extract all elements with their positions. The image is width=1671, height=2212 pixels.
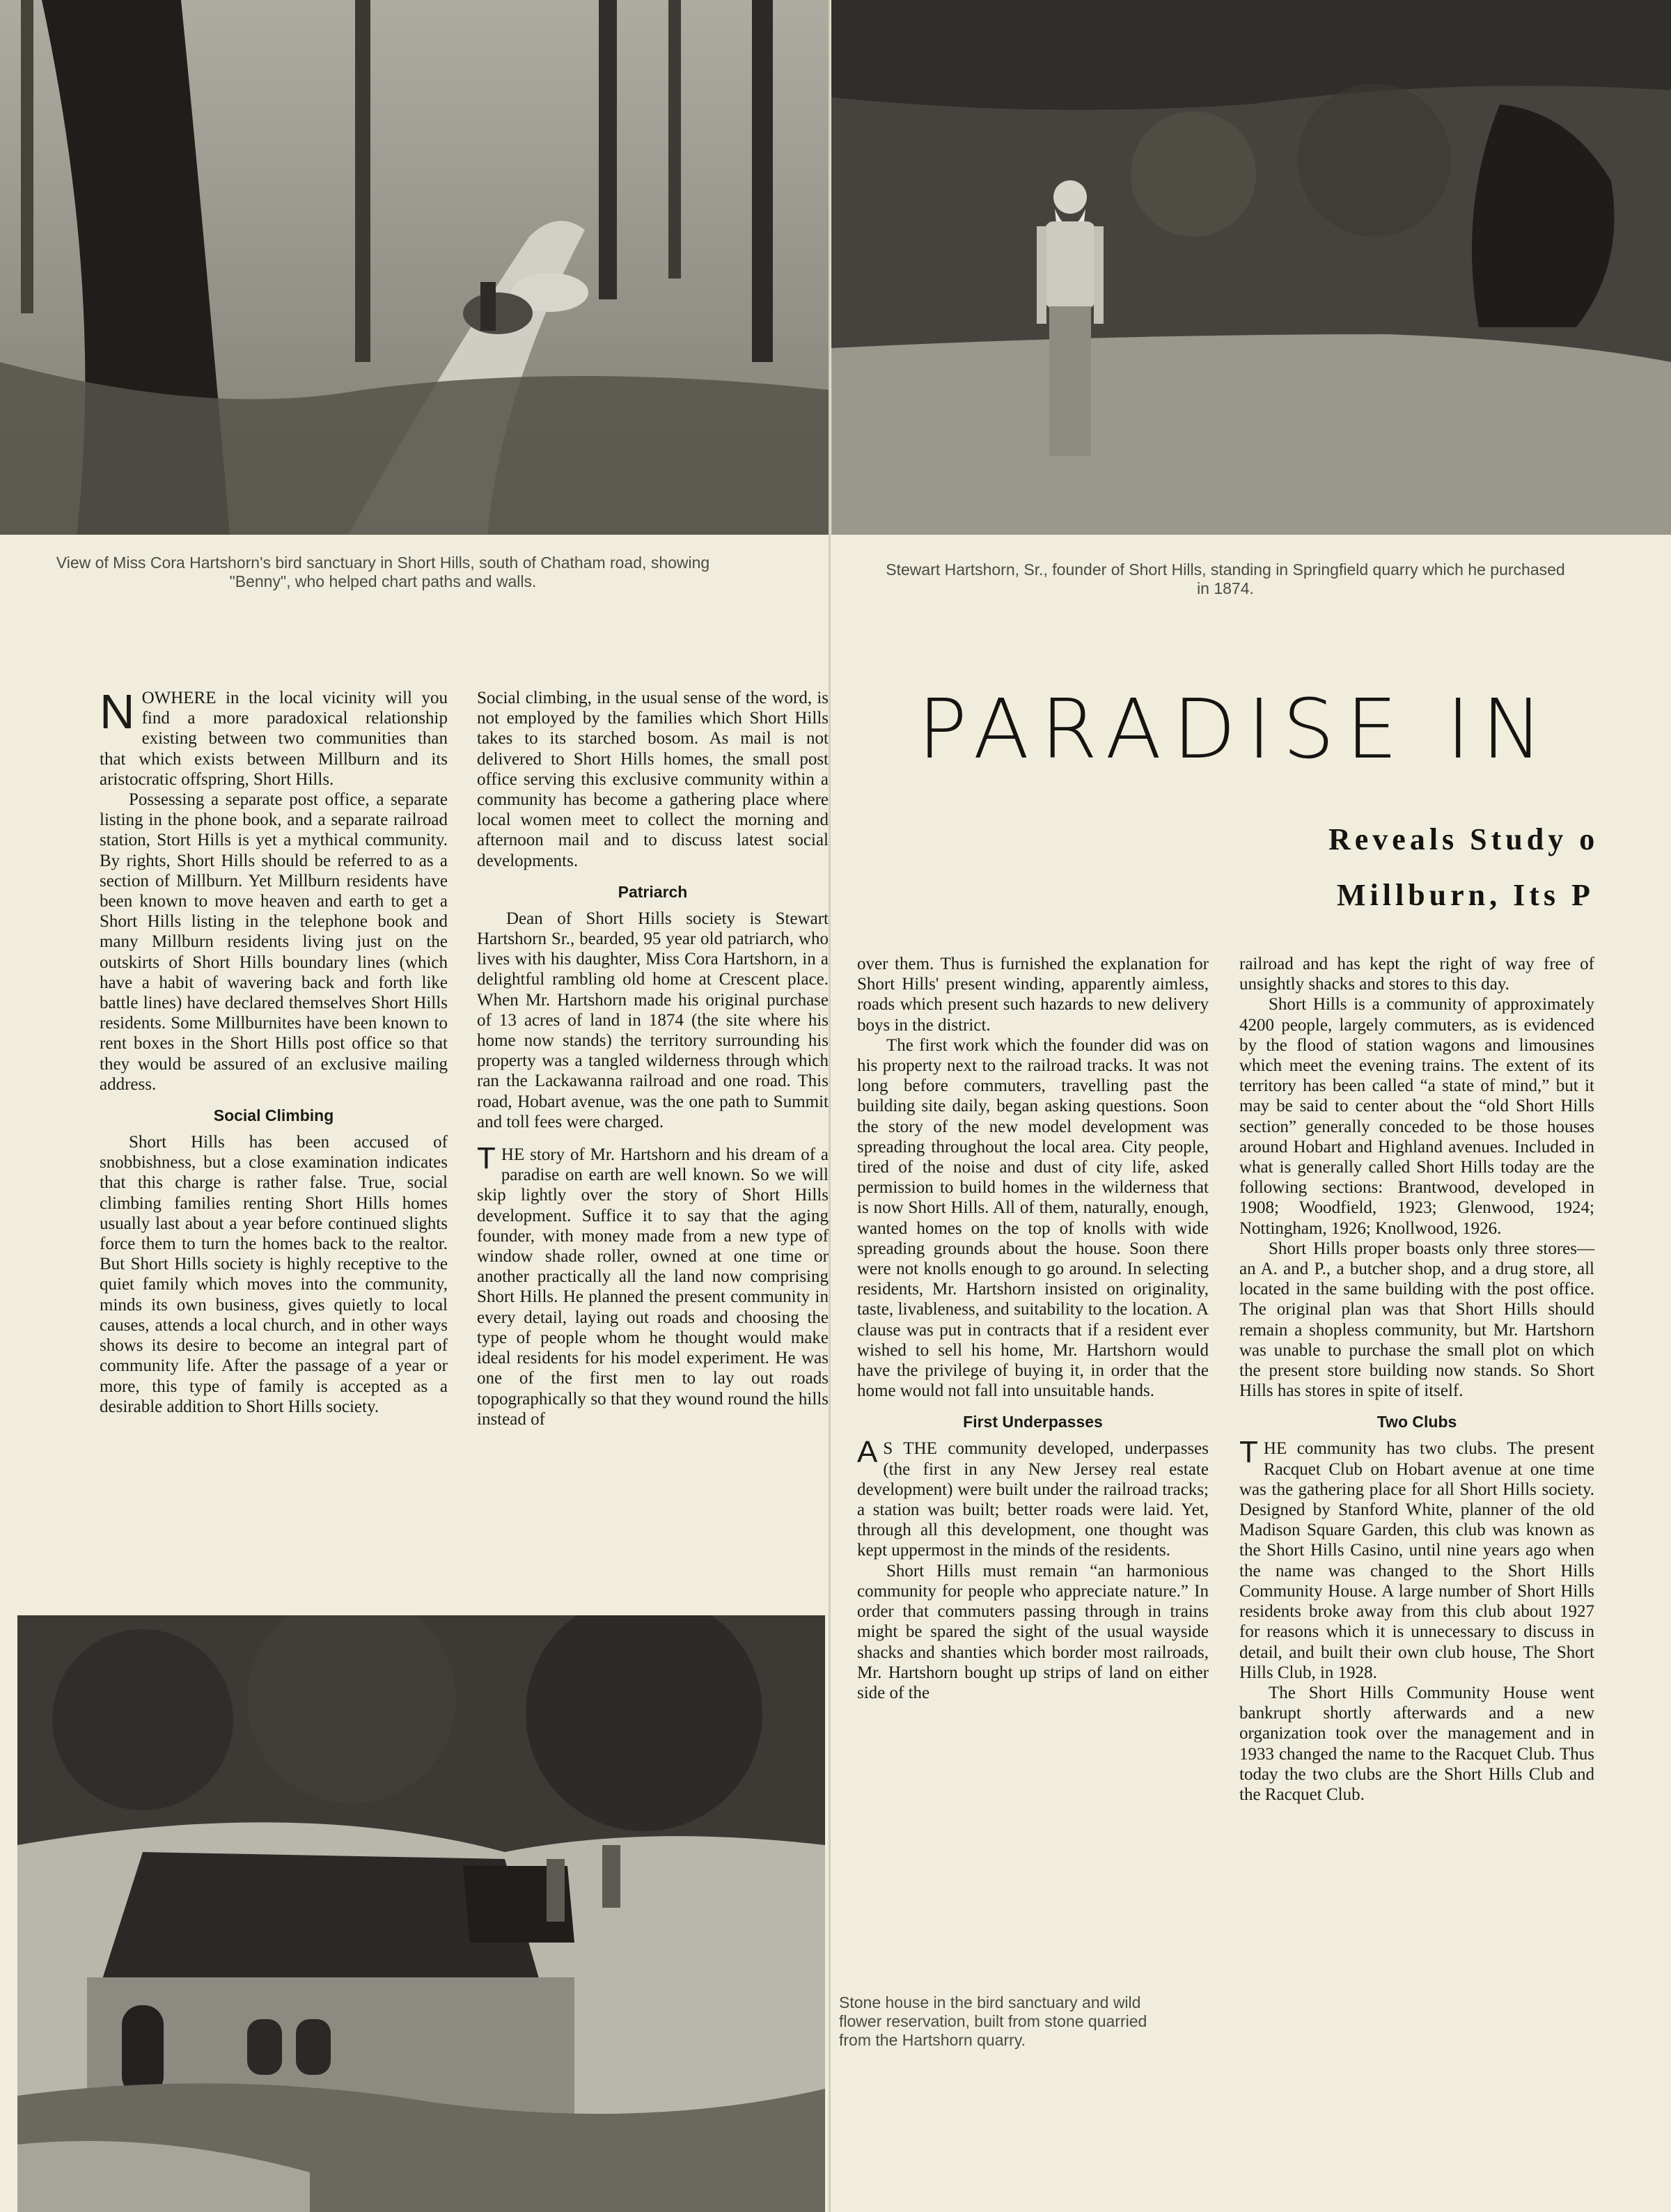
dropcap-a: A: [857, 1435, 878, 1470]
col1-para-1: OWHERE in the local vicinity will you find a more paradoxical relationship existing between two communities than that which exists between Millburn and its aristocratic offspring, Short Hills.: [100, 689, 448, 789]
col1-para-2: Possessing a separate post office, a separate listing in the phone book, and a separate railroad station, Stort Hills is yet a mythical community. By rights, Short Hills should be referred to as a section of Millburn. Yet Millburn residents have been known to move heaven and earth to get a Short Hills listing in the telephone book and many Millburn residents living just on the outskirts of Short Hills boundary lines (which have a habit of wavering back and forth like battle lines) have declared themselves Short Hills residents. Some Millburnites have been known to rent boxes in the Short Hills post office so that they would be assured of an exclusive mailing address.: [100, 790, 448, 1094]
article-column-2: [477, 688, 829, 1429]
caption-bird-sanctuary: View of Miss Cora Hartshorn's bird sanctuary in Short Hills, south of Chatham road, showing "Benny", who helped chart paths and walls.: [56, 554, 710, 590]
col1-para-3: Short Hills has been accused of snobbishness, but a close examination indicates that this charge is rather false. True, social climbing families renting Short Hills homes usually last about a year before continued slights force them to turn the homes back to the realtor. But Short Hills society is highly receptive to the quiet family which moves into the community, minds its own business, gives quietly to local causes, attends a local church, and in other ways shows its desire to become an integral part of community life. After the passage of a year or more, this type of family is accepted as a desirable addition to Short Hills society.: [100, 1133, 448, 1416]
headline-subtitle-2: Millburn, Its P: [1337, 878, 1594, 912]
dropcap-t-2: T: [1239, 1435, 1258, 1470]
col4-para-4: HE community has two clubs. The present Racquet Club on Hobart avenue at one time was the gathering place for all Short Hills society. Designed by Stanford White, planner of the old Madison Square Garden, this club was known as the Short Hills Casino, until nine years ago when the name was changed to the Short Hills Community House. A large number of Short Hills residents broke away from this club about 1927 for reasons which it is unnecessary to discuss in detail, and built their own club house, The Short Hills Club, in 1928.: [1239, 1439, 1594, 1682]
col2-para-3: HE story of Mr. Hartshorn and his dream of a paradise on earth are well known. So we will skip lightly over the story of Short Hills development. Suffice it to say that the aging founder, with money made from a new type of window shade roller, owned at one time or another practically all the land now comprising Short Hills. He planned the present community in every detail, laying out roads and choosing the type of people whom he thought would make ideal residents for his model experiment. He was one of the first men to lay out roads topographically so that they wound round the hills instead of: [477, 1145, 829, 1429]
headline-subtitle-1: Reveals Study o: [1328, 822, 1599, 856]
col4-para-5: The Short Hills Community House went bankrupt shortly afterwards and a new organization took over the management and in 1933 changed the name to the Racquet Club. Thus today the two clubs are the Short Hills Club and the Racquet Club.: [1239, 1683, 1594, 1804]
col3-para-3: S THE community developed, underpasses (the first in any New Jersey real estate development) were built under the railroad tracks; a station was built; better roads were laid. Yet, through all this development, one thought was kept uppermost in the minds of the residents.: [857, 1439, 1209, 1560]
article-column-1: [100, 684, 448, 1417]
heading-social-climbing: Social Climbing: [213, 1106, 334, 1125]
heading-two-clubs: Two Clubs: [1376, 1413, 1457, 1431]
dropcap-n: N: [100, 684, 135, 739]
col3-para-2: The first work which the founder did was on his property next to the railroad tracks. It was not long before commuters, travelling past the building site daily, began asking questions. Soon the story of the new model development was spreading throughout the local area. City people, tired of the noise and dust of city life, asked permission to build homes in the wilderness that is now Short Hills. All of them, naturally, enough, wanted homes on the top of knolls with wide spreading grounds about the house. Soon there were not knolls enough to go around. In selecting residents, Mr. Hartshorn insisted on originality, taste, livableness, and suitability to the location. A clause was put in contracts that if a resident ever wished to sell his home, Mr. Hartshorn would have the privilege of buying it, in order that the home would not fall into unsuitable hands.: [857, 1035, 1209, 1401]
col2-para-1: Social climbing, in the usual sense of the word, is not employed by the families which Short Hills takes to its starched bosom. As mail is not delivered to Short Hills homes, the small post office serving this exclusive community within a community has become a gathering place where local women meet to collect the morning and afternoon mail and to discuss latest social developments.: [477, 689, 829, 870]
col4-para-2: Short Hills is a community of approximately 4200 people, largely commuters, as is evidenced by the flood of station wagons and limousines which meet the evening trains. The extent of its territory has been called “a state of mind,” but it may be said to center about the “old Short Hills section” generally conceded to be those houses around Hobart and Highland avenues. Included in what is generally called Short Hills today are the following sections: Brantwood, developed in 1908; Woodfield, 1923; Glenwood, 1924; Nottingham, 1926; Knollwood, 1926.: [1239, 995, 1594, 1238]
article-column-3: [857, 954, 1209, 1703]
article-column-4: [1239, 954, 1594, 1805]
caption-quarry-founder: Stewart Hartshorn, Sr., founder of Short Hills, standing in Springfield quarry which he purchased in 1874.: [886, 560, 1565, 597]
headline-title: PARADISE IN: [918, 681, 1554, 777]
photo-bird-sanctuary: [0, 0, 829, 535]
dropcap-t: T: [477, 1141, 496, 1176]
photo-quarry-founder: [831, 0, 1671, 535]
col4-para-3: Short Hills proper boasts only three stores—an A. and P., a butcher shop, and a drug store, all located in the same building with the post office. The original plan was that Short Hills should remain a shopless community, but Mr. Hartshorn was unable to purchase the small plot on which the present store building now stands. So Short Hills has stores in spite of itself.: [1239, 1239, 1594, 1401]
heading-first-underpasses: First Underpasses: [963, 1413, 1103, 1431]
col3-para-1: over them. Thus is furnished the explanation for Short Hills' present winding, apparently aimless, roads which present such hazards to new delivery boys in the district.: [857, 955, 1209, 1035]
photo-stone-house: [17, 1615, 825, 2212]
col4-para-1: railroad and has kept the right of way free of unsightly shacks and stores to this day.: [1239, 955, 1594, 994]
heading-patriarch: Patriarch: [618, 882, 688, 901]
col2-para-2: Dean of Short Hills society is Stewart Hartshorn Sr., bearded, 95 year old patriarch, who lives with his daughter, Miss Cora Hartshorn, in a delightful rambling old home at Crescent place. When Mr. Hartshorn made his original purchase of 13 acres of land in 1874 (the site where his home now stands) the territory surrounding his property was a tangled wilderness through which ran the Lackawanna railroad and one road. This road, Hobart avenue, was the one path to Summit and toll fees were charged.: [477, 909, 829, 1131]
caption-stone-house: Stone house in the bird sanctuary and wild flower reservation, built from stone quarried from the Hartshorn quarry.: [839, 1993, 1147, 2049]
page-fold: [829, 0, 831, 2212]
col3-para-4: Short Hills must remain “an harmonious community for people who appreciate nature.” In order that commuters passing through in trains might be spared the sight of the usual wayside shacks and shanties which border most railroads, Mr. Hartshorn bought up strips of land on either side of the: [857, 1561, 1209, 1702]
